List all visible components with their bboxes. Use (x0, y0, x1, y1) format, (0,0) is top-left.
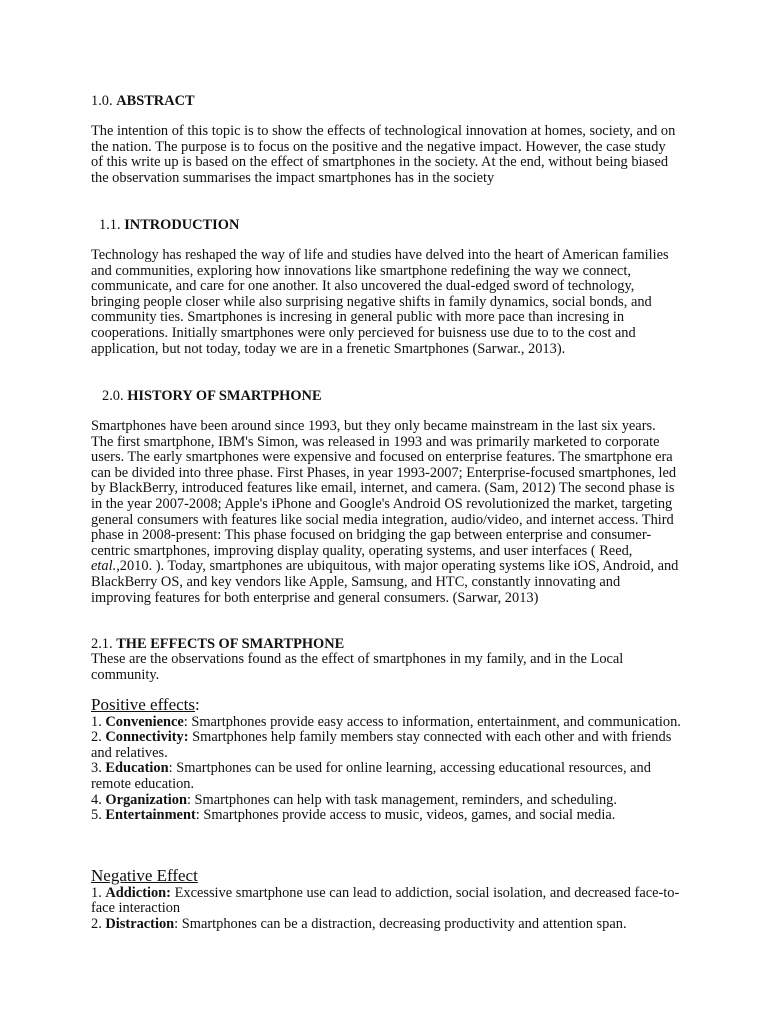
history-body (91, 419, 681, 606)
positive-item: 2. Connectivity: Smartphones help family members stay connected with each other and with friends and relatives. (91, 729, 672, 761)
history-body-italic: etal. (91, 558, 117, 575)
abstract-title: ABSTRACT (116, 93, 195, 109)
abstract-heading (91, 93, 681, 109)
effects-number: 2.1. (91, 636, 113, 652)
negative-item: 2. Distraction: Smartphones can be a distraction, decreasing productivity and attention span. (91, 915, 627, 932)
history-body-part2: ,2010. ). Today, smartphones are ubiquitous, with major operating systems like iOS, Android, and BlackBerry OS, and key vendors like Apple, Samsung, and HTC, constantly innovating and improving features for both enterprise and general consumers. (Sarwar, 2013) (91, 558, 679, 606)
effects-heading (91, 636, 681, 652)
effects-body: These are the observations found as the effect of smartphones in my family, and in the Local community. (91, 651, 624, 683)
history-heading (102, 388, 692, 404)
introduction-heading (99, 217, 689, 233)
history-body-part1: Smartphones have been around since 1993, but they only became mainstream in the last six years. The first smartphone, IBM's Simon, was released in 1993 and was primarily marketed to corporate users. The early smartphones were expensive and focused on enterprise features. The smartphone era can be divided into three phase. First Phases, in year 1993-2007; Enterprise-focused smartphones, led by BlackBerry, introduced features like email, internet, and camera. (Sam, 2012) The second phase is in the year 2007-2008; Apple's iPhone and Google's Android OS revolutionized the market, targeting general consumers with features like social media integration, audio/video, and internet access. Third phase in 2008-present: This phase focused on bridging the gap between enterprise and consumer-centric smartphones, improving display quality, operating systems, and user interfaces ( Reed, (91, 418, 677, 559)
introduction-title: INTRODUCTION (124, 217, 240, 233)
history-title: HISTORY OF SMARTPHONE (127, 388, 322, 404)
positive-item: 5. Entertainment: Smartphones provide access to music, videos, games, and social media. (91, 807, 616, 824)
introduction-number: 1.1. (99, 217, 121, 233)
abstract-body: The intention of this topic is to show the effects of technological innovation at homes, society, and on the nation. The purpose is to focus on the positive and the negative impact. However, the case study of this write up is based on the effect of smartphones in the society. At the end, without being biased the observation summarises the impact smartphones has in the society (91, 123, 676, 186)
negative-effects-section (91, 867, 681, 932)
negative-item: 1. Addiction: Excessive smartphone use can lead to addiction, social isolation, and decreased face-to-face interaction (91, 884, 680, 917)
positive-item: 1. Convenience: Smartphones provide easy access to information, entertainment, and communication. (91, 713, 681, 730)
abstract-number: 1.0. (91, 93, 113, 109)
negative-effects-title: Negative Effect (91, 866, 198, 885)
history-number: 2.0. (102, 388, 124, 404)
effects-title: THE EFFECTS OF SMARTPHONE (116, 636, 345, 652)
positive-effects-section (91, 696, 681, 824)
positive-effects-title: Positive effects: (91, 695, 200, 714)
introduction-body: Technology has reshaped the way of life and studies have delved into the heart of American families and communities, exploring how innovations like smartphone redefining the way we connect, communicate, and care for one another. It also uncovered the dual-edged sword of technology, bringing people closer while also surprising negative shifts in family dynamics, social bonds, and community ties. Smartphones is incresing in general public with more pace than incresing in cooperations. Initially smartphones were only percieved for buisness use due to to the cost and application, but not today, today we are in a frenetic Smartphones (Sarwar., 2013). (91, 247, 669, 357)
positive-item: 3. Education: Smartphones can be used for online learning, accessing educational resources, and remote education. (91, 760, 651, 792)
positive-item: 4. Organization: Smartphones can help with task management, reminders, and scheduling. (91, 791, 617, 808)
